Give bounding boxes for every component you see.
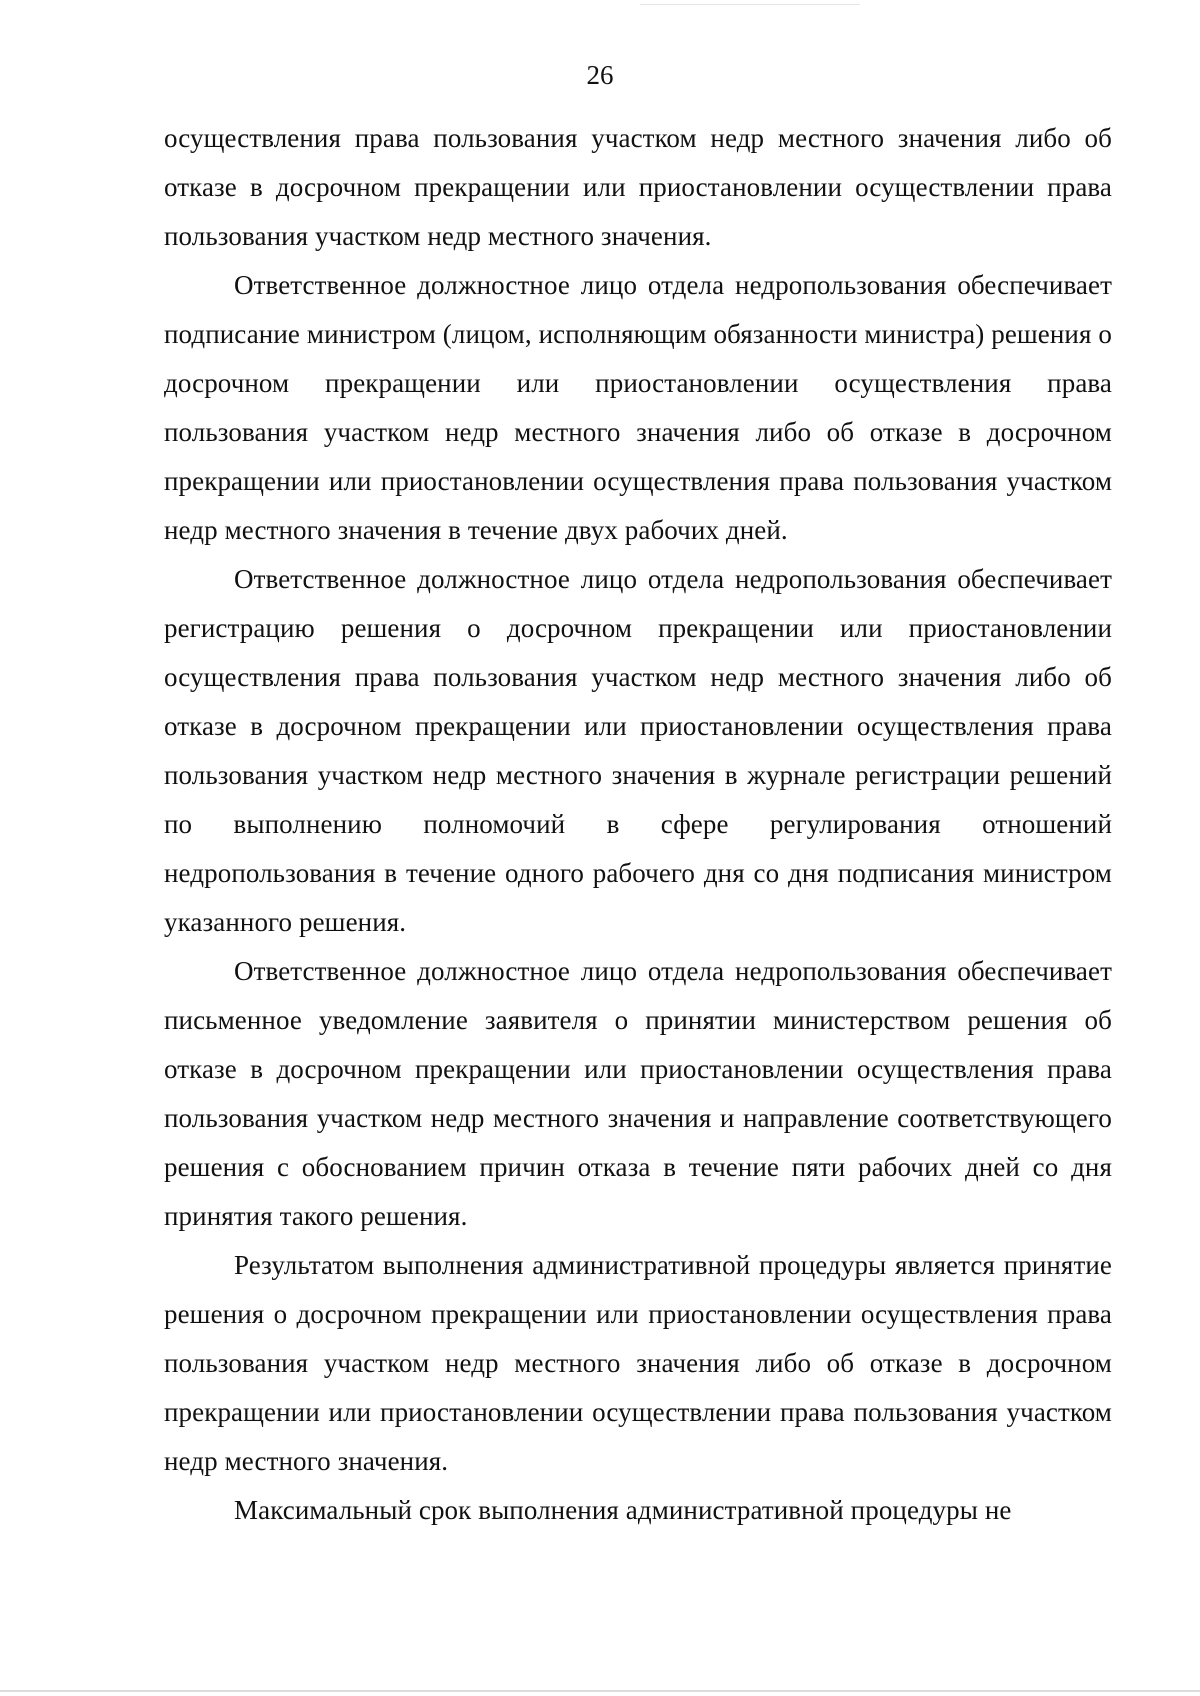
scan-edge-top — [640, 4, 860, 5]
page-number: 26 — [586, 60, 614, 90]
paragraph-continuation: осуществления права пользования участком недр местного значения либо об отказе в досрочном прекращении или приостановлении осуществлении права пользования участком недр местного значения. — [164, 123, 1112, 251]
paragraph-result: Результатом выполнения административной процедуры является принятие решения о досрочном прекращении или приостановлении осуществления права пользования участком недр местного значения либо об отказе в досрочном прекращении или приостановлении осуществлении права пользования участком недр местного значения. — [164, 1250, 1112, 1476]
scan-edge-bottom — [0, 1690, 1200, 1692]
paragraph-notification: Ответственное должностное лицо отдела недропользования обеспечивает письменное уведомление заявителя о принятии министерством решения об отказе в досрочном прекращении или приостановлении осуществления права пользования участком недр местного значения и направление соответствующего решения с обоснованием причин отказа в течение пяти рабочих дней со дня принятия такого решения. — [164, 956, 1112, 1231]
paragraph-signing: Ответственное должностное лицо отдела недропользования обеспечивает подписание министром (лицом, исполняющим обязанности министра) решения о досрочном прекращении или приостановлении осуществления права пользования участком недр местного значения либо об отказе в досрочном прекращении или приостановлении осуществления права пользования участком недр местного значения в течение двух рабочих дней. — [164, 270, 1112, 545]
paragraph-max-term: Максимальный срок выполнения административной процедуры не — [234, 1495, 1012, 1525]
document-body — [164, 114, 1112, 1535]
paragraph-registration: Ответственное должностное лицо отдела недропользования обеспечивает регистрацию решения о досрочном прекращении или приостановлении осуществления права пользования участком недр местного значения либо об отказе в досрочном прекращении или приостановлении осуществления права пользования участком недр местного значения в журнале регистрации решений по выполнению полномочий в сфере регулирования отношений недропользования в течение одного рабочего дня со дня подписания министром указанного решения. — [164, 564, 1112, 937]
